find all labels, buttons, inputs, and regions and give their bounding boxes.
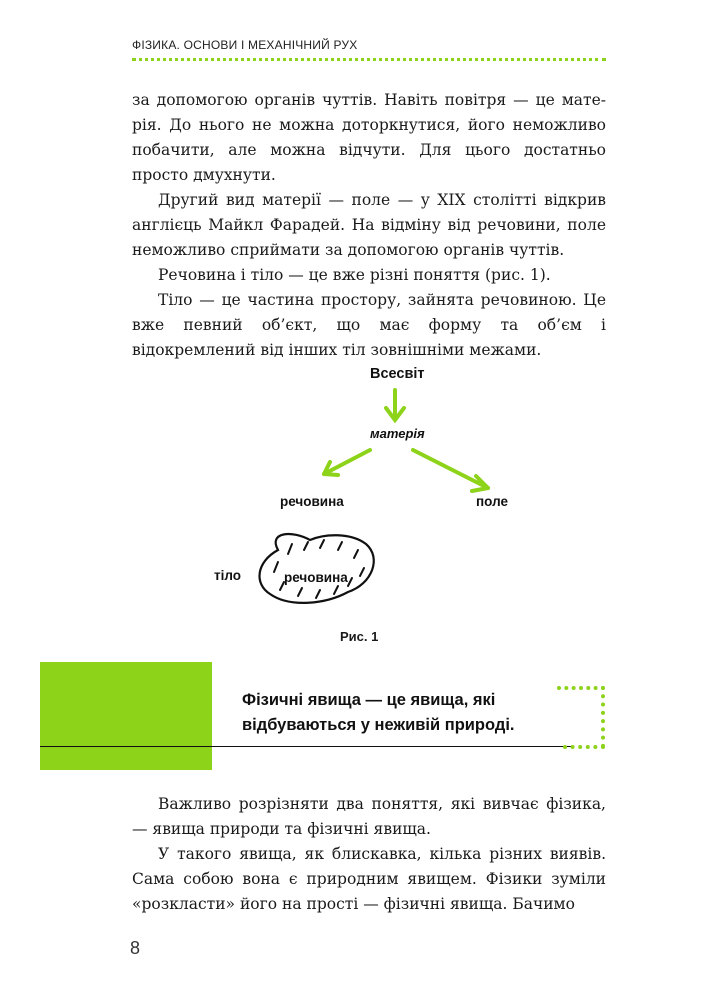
- matter-diagram: [200, 362, 520, 662]
- page-number: 8: [130, 938, 141, 958]
- arrow-left-icon: [324, 450, 370, 475]
- arrow-right-icon: [413, 450, 488, 491]
- definition-text: Фізичні явища — це явища, які відбуваються у неживій природі.: [242, 691, 515, 734]
- label-field: поле: [476, 494, 508, 509]
- paragraph: Речовина і тіло — це вже різні поняття (рис. 1).: [158, 266, 551, 284]
- paragraph: У такого явища, як блискавка, кілька різних виявів. Сама собою вона є природним явищем. Фізики зуміли «розкласти» його на прості — фізичні явища. Бачимо: [132, 845, 606, 913]
- paragraph: Другий вид матерії — поле — у XIX столітті відкрив англієць Майкл Фарадей. На відміну від речовини, поле неможливо сприймати за допомогою органів чуттів.: [132, 191, 606, 259]
- paragraph: за допомогою органів чуттів. Навіть повітря — це мате-рія. До нього не можна доторкнутися, його неможливо побачити, але можна відчути. Для цього достатньо просто дмухнути.: [132, 91, 606, 184]
- dotted-frame-right: [601, 686, 605, 748]
- header-dotted-rule: [132, 58, 606, 61]
- label-body-substance: речовина: [284, 570, 348, 585]
- label-substance: речовина: [280, 494, 344, 509]
- figure-caption: Рис. 1: [340, 629, 379, 644]
- paragraph: Важливо розрізняти два поняття, які вивчає фізика, — явища природи та фізичні явища.: [132, 795, 606, 838]
- label-universe: Всесвіт: [370, 366, 425, 382]
- dotted-frame-bottom: [563, 745, 605, 749]
- running-header: ФІЗИКА. ОСНОВИ І МЕХАНІЧНИЙ РУХ: [132, 38, 358, 52]
- body-text-top: [132, 88, 606, 363]
- accent-block: [40, 662, 212, 770]
- label-body: тіло: [214, 568, 242, 583]
- definition-rule: [40, 746, 573, 747]
- label-matter: матерія: [370, 426, 425, 441]
- body-blob: [260, 534, 374, 603]
- arrow-down-icon: [386, 390, 404, 420]
- paragraph: Тіло — це частина простору, зайнята речовиною. Це вже певний об’єкт, що має форму та об’єм і відокремлений від інших тіл зовнішніми межами.: [132, 291, 606, 359]
- diagram-arrows: [200, 362, 520, 622]
- body-text-bottom: [132, 792, 606, 917]
